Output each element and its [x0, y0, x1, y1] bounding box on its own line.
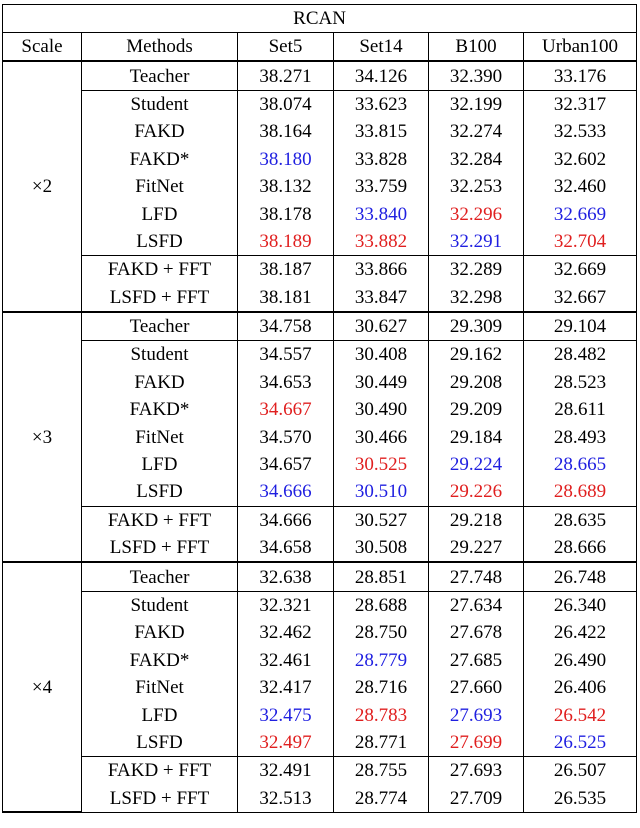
value-cell: 32.669	[524, 200, 637, 227]
table-row	[3, 61, 637, 90]
value-cell: 26.422	[524, 619, 637, 646]
value-cell: 33.828	[334, 146, 429, 173]
table-row	[3, 674, 637, 701]
title-row	[3, 5, 637, 33]
method-cell: Teacher	[82, 61, 238, 90]
table-row	[3, 256, 637, 284]
table-row	[3, 562, 637, 591]
table-row	[3, 647, 637, 674]
method-cell: FAKD*	[82, 647, 238, 674]
value-cell: 32.513	[238, 785, 334, 813]
value-cell: 28.774	[334, 785, 429, 813]
value-cell: 27.699	[429, 729, 524, 757]
method-cell: FAKD*	[82, 396, 238, 423]
value-cell: 30.527	[334, 506, 429, 534]
value-cell: 38.271	[238, 61, 334, 90]
value-cell: 33.847	[334, 284, 429, 312]
value-cell: 34.570	[238, 423, 334, 450]
value-cell: 27.634	[429, 591, 524, 619]
value-cell: 34.658	[238, 534, 334, 562]
value-cell: 26.340	[524, 591, 637, 619]
value-cell: 32.667	[524, 284, 637, 312]
table-row	[3, 341, 637, 369]
method-cell: LSFD	[82, 478, 238, 506]
value-cell: 27.748	[429, 562, 524, 591]
value-cell: 32.390	[429, 61, 524, 90]
value-cell: 26.406	[524, 674, 637, 701]
value-cell: 28.666	[524, 534, 637, 562]
value-cell: 33.815	[334, 118, 429, 145]
value-cell: 26.542	[524, 701, 637, 728]
value-cell: 29.224	[429, 451, 524, 478]
value-cell: 29.218	[429, 506, 524, 534]
value-cell: 38.187	[238, 256, 334, 284]
method-cell: Teacher	[82, 562, 238, 591]
value-cell: 30.508	[334, 534, 429, 562]
table-row	[3, 591, 637, 619]
value-cell: 33.866	[334, 256, 429, 284]
value-cell: 32.296	[429, 200, 524, 227]
table-row	[3, 312, 637, 341]
table-row	[3, 785, 637, 813]
value-cell: 29.227	[429, 534, 524, 562]
value-cell: 29.209	[429, 396, 524, 423]
value-cell: 34.667	[238, 396, 334, 423]
method-cell: Student	[82, 90, 238, 118]
header-scale: Scale	[3, 33, 82, 62]
header-row	[3, 33, 637, 62]
value-cell: 29.104	[524, 312, 637, 341]
value-cell: 26.507	[524, 757, 637, 785]
value-cell: 28.771	[334, 729, 429, 757]
method-cell: FAKD*	[82, 146, 238, 173]
header-b100: B100	[429, 33, 524, 62]
value-cell: 27.660	[429, 674, 524, 701]
method-cell: FAKD	[82, 619, 238, 646]
method-cell: LSFD + FFT	[82, 534, 238, 562]
value-cell: 28.750	[334, 619, 429, 646]
value-cell: 33.759	[334, 173, 429, 200]
table-row	[3, 173, 637, 200]
value-cell: 34.126	[334, 61, 429, 90]
method-cell: FAKD	[82, 369, 238, 396]
value-cell: 28.779	[334, 647, 429, 674]
value-cell: 28.688	[334, 591, 429, 619]
value-cell: 29.208	[429, 369, 524, 396]
value-cell: 33.623	[334, 90, 429, 118]
header-set5: Set5	[238, 33, 334, 62]
value-cell: 26.490	[524, 647, 637, 674]
value-cell: 32.669	[524, 256, 637, 284]
value-cell: 32.704	[524, 228, 637, 256]
value-cell: 30.510	[334, 478, 429, 506]
value-cell: 30.627	[334, 312, 429, 341]
value-cell: 33.882	[334, 228, 429, 256]
value-cell: 32.638	[238, 562, 334, 591]
method-cell: FAKD + FFT	[82, 506, 238, 534]
value-cell: 38.132	[238, 173, 334, 200]
value-cell: 29.162	[429, 341, 524, 369]
value-cell: 28.716	[334, 674, 429, 701]
value-cell: 34.657	[238, 451, 334, 478]
value-cell: 26.525	[524, 729, 637, 757]
value-cell: 28.493	[524, 423, 637, 450]
value-cell: 28.611	[524, 396, 637, 423]
scale-cell: ×2	[3, 61, 82, 312]
method-cell: Student	[82, 341, 238, 369]
value-cell: 27.678	[429, 619, 524, 646]
method-cell: Teacher	[82, 312, 238, 341]
table-row	[3, 757, 637, 785]
table-row	[3, 506, 637, 534]
value-cell: 32.491	[238, 757, 334, 785]
value-cell: 32.298	[429, 284, 524, 312]
value-cell: 28.851	[334, 562, 429, 591]
value-cell: 32.274	[429, 118, 524, 145]
value-cell: 38.164	[238, 118, 334, 145]
value-cell: 30.449	[334, 369, 429, 396]
value-cell: 32.475	[238, 701, 334, 728]
value-cell: 28.523	[524, 369, 637, 396]
table-row	[3, 701, 637, 728]
value-cell: 34.666	[238, 478, 334, 506]
value-cell: 32.199	[429, 90, 524, 118]
table-row	[3, 478, 637, 506]
value-cell: 28.665	[524, 451, 637, 478]
value-cell: 32.460	[524, 173, 637, 200]
value-cell: 38.180	[238, 146, 334, 173]
table-row	[3, 228, 637, 256]
value-cell: 38.178	[238, 200, 334, 227]
value-cell: 32.253	[429, 173, 524, 200]
value-cell: 34.758	[238, 312, 334, 341]
value-cell: 28.783	[334, 701, 429, 728]
method-cell: LFD	[82, 701, 238, 728]
value-cell: 29.184	[429, 423, 524, 450]
table-row	[3, 146, 637, 173]
table-row	[3, 619, 637, 646]
method-cell: Student	[82, 591, 238, 619]
value-cell: 32.602	[524, 146, 637, 173]
table-title: RCAN	[3, 5, 637, 33]
table-body	[3, 5, 637, 813]
method-cell: FitNet	[82, 423, 238, 450]
scale-cell: ×4	[3, 562, 82, 812]
method-cell: LFD	[82, 451, 238, 478]
value-cell: 29.226	[429, 478, 524, 506]
value-cell: 28.689	[524, 478, 637, 506]
value-cell: 32.417	[238, 674, 334, 701]
value-cell: 32.462	[238, 619, 334, 646]
method-cell: FAKD + FFT	[82, 757, 238, 785]
method-cell: FAKD	[82, 118, 238, 145]
value-cell: 32.284	[429, 146, 524, 173]
value-cell: 26.748	[524, 562, 637, 591]
value-cell: 32.289	[429, 256, 524, 284]
value-cell: 32.461	[238, 647, 334, 674]
value-cell: 38.074	[238, 90, 334, 118]
results-table	[2, 4, 637, 813]
method-cell: FitNet	[82, 173, 238, 200]
value-cell: 27.693	[429, 757, 524, 785]
table-row	[3, 729, 637, 757]
table-row	[3, 90, 637, 118]
method-cell: LSFD	[82, 228, 238, 256]
value-cell: 38.189	[238, 228, 334, 256]
method-cell: LSFD	[82, 729, 238, 757]
value-cell: 33.840	[334, 200, 429, 227]
header-set14: Set14	[334, 33, 429, 62]
table-row	[3, 200, 637, 227]
method-cell: LFD	[82, 200, 238, 227]
value-cell: 30.466	[334, 423, 429, 450]
value-cell: 30.408	[334, 341, 429, 369]
scale-cell: ×3	[3, 312, 82, 563]
value-cell: 28.635	[524, 506, 637, 534]
value-cell: 32.497	[238, 729, 334, 757]
value-cell: 27.693	[429, 701, 524, 728]
method-cell: FitNet	[82, 674, 238, 701]
value-cell: 38.181	[238, 284, 334, 312]
value-cell: 32.291	[429, 228, 524, 256]
value-cell: 30.525	[334, 451, 429, 478]
value-cell: 28.482	[524, 341, 637, 369]
table-row	[3, 534, 637, 562]
value-cell: 30.490	[334, 396, 429, 423]
value-cell: 34.557	[238, 341, 334, 369]
value-cell: 34.666	[238, 506, 334, 534]
value-cell: 33.176	[524, 61, 637, 90]
value-cell: 32.321	[238, 591, 334, 619]
header-methods: Methods	[82, 33, 238, 62]
table-row	[3, 451, 637, 478]
method-cell: LSFD + FFT	[82, 785, 238, 813]
value-cell: 34.653	[238, 369, 334, 396]
method-cell: FAKD + FFT	[82, 256, 238, 284]
table-row	[3, 396, 637, 423]
table-row	[3, 118, 637, 145]
value-cell: 32.317	[524, 90, 637, 118]
value-cell: 32.533	[524, 118, 637, 145]
header-urban100: Urban100	[524, 33, 637, 62]
method-cell: LSFD + FFT	[82, 284, 238, 312]
value-cell: 28.755	[334, 757, 429, 785]
table-row	[3, 369, 637, 396]
table-row	[3, 423, 637, 450]
table-row	[3, 284, 637, 312]
value-cell: 27.709	[429, 785, 524, 813]
value-cell: 26.535	[524, 785, 637, 813]
value-cell: 29.309	[429, 312, 524, 341]
value-cell: 27.685	[429, 647, 524, 674]
